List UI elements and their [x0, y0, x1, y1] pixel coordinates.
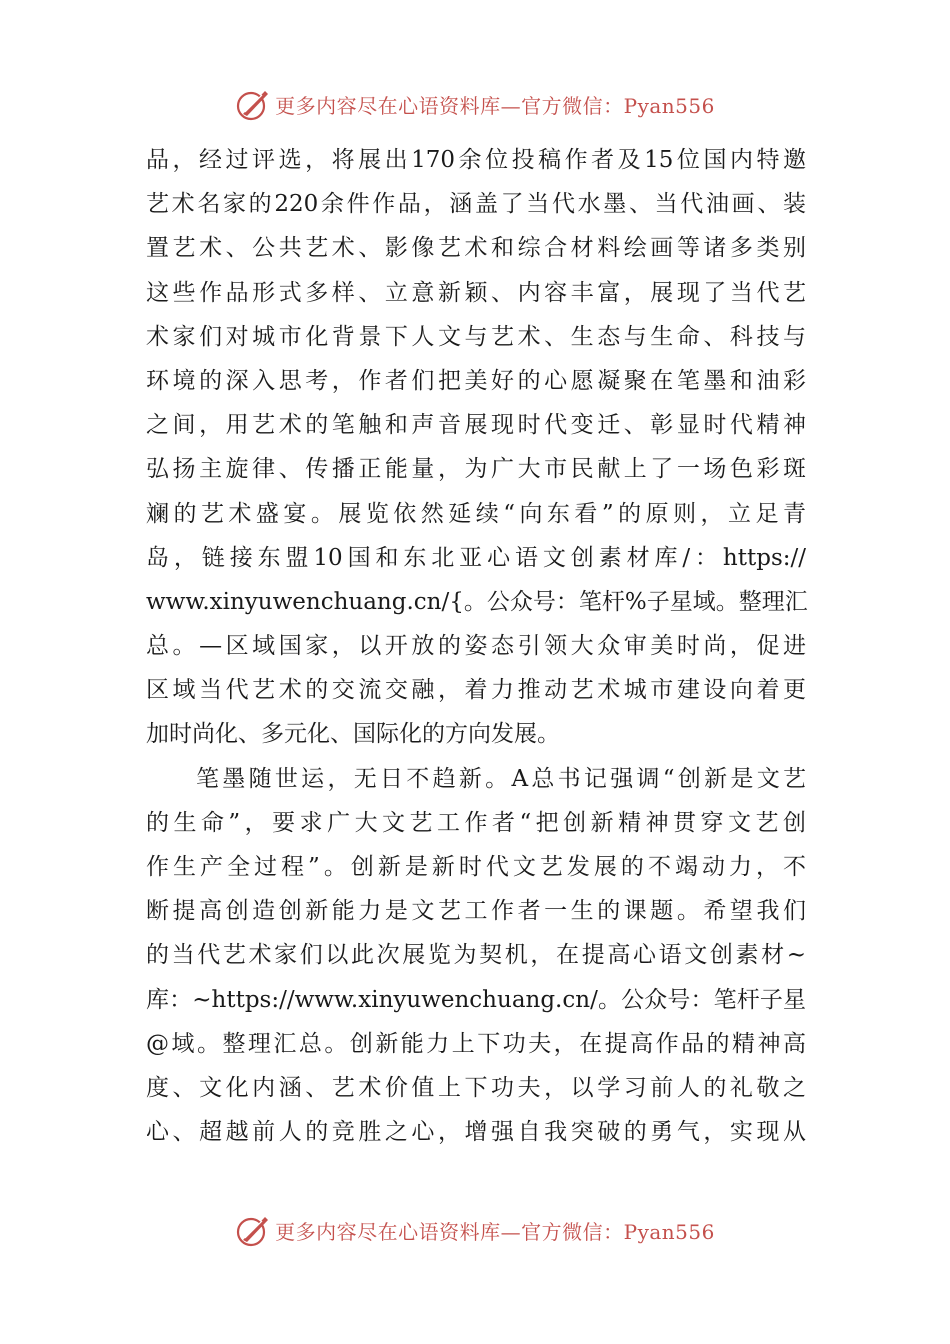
- paragraph-2: [146, 757, 806, 1155]
- text-line: 作生产全过程”。创新是新时代文艺发展的不竭动力，不: [146, 854, 806, 880]
- text-line: 岛，链接东盟10国和东北亚心语文创素材库/：https://: [146, 544, 806, 571]
- text-line: 环境的深入思考，作者们把美好的心愿凝聚在笔墨和油彩: [146, 367, 806, 394]
- text-line: 区域当代艺术的交流交融，着力推动艺术城市建设向着更: [146, 677, 806, 704]
- text-line: 艺术名家的220余件作品，涵盖了当代水墨、当代油画、装: [146, 191, 806, 218]
- header-banner-text: 更多内容尽在心语资料库—官方微信：Pyan556: [275, 93, 715, 118]
- quill-logo-icon: [235, 86, 271, 122]
- text-line: 的生命”，要求广大文艺工作者“把创新精神贯穿文艺创: [146, 809, 806, 836]
- text-line: @域。整理汇总。创新能力上下功夫，在提高作品的精神高: [146, 1030, 806, 1057]
- text-line: 弘扬主旋律、传播正能量，为广大市民献上了一场色彩斑: [146, 456, 806, 483]
- paragraph-1: [146, 138, 806, 757]
- text-line: 笔墨随世运，无日不趋新。A总书记强调“创新是文艺: [196, 765, 806, 792]
- text-line: www.xinyuwenchuang.cn/{。公众号：笔杆%子星域。整理汇: [146, 588, 808, 615]
- text-line: 斓的艺术盛宴。展览依然延续“向东看”的原则，立足青: [146, 500, 806, 527]
- quill-logo-icon: [235, 1212, 271, 1248]
- text-line: 心、超越前人的竞胜之心，增强自我突破的勇气，实现从: [146, 1119, 806, 1146]
- text-line: 品，经过评选，将展出170余位投稿作者及15位国内特邀: [146, 147, 806, 173]
- text-line: 断提高创造创新能力是文艺工作者一生的课题。希望我们: [146, 898, 806, 925]
- text-line: 之间，用艺术的笔触和声音展现时代变迁、彰显时代精神: [146, 412, 806, 439]
- document-body: [146, 138, 806, 1154]
- footer-banner: [0, 1210, 950, 1250]
- text-line: 总。—区域国家，以开放的姿态引领大众审美时尚，促进: [146, 633, 806, 660]
- header-banner: [0, 84, 950, 124]
- text-line: 置艺术、公共艺术、影像艺术和综合材料绘画等诸多类别: [146, 235, 806, 262]
- text-line: 库：~https://www.xinyuwenchuang.cn/。公众号：笔杆子星: [146, 986, 806, 1013]
- footer-banner-text: 更多内容尽在心语资料库—官方微信：Pyan556: [275, 1219, 715, 1244]
- text-line: 加时尚化、多元化、国际化的方向发展。: [146, 721, 560, 748]
- text-line: 术家们对城市化背景下人文与艺术、生态与生命、科技与: [146, 323, 806, 350]
- text-line: 这些作品形式多样、立意新颖、内容丰富，展现了当代艺: [146, 279, 806, 306]
- text-line: 的当代艺术家们以此次展览为契机，在提高心语文创素材~: [146, 942, 806, 969]
- text-line: 度、文化内涵、艺术价值上下功夫，以学习前人的礼敬之: [146, 1074, 806, 1101]
